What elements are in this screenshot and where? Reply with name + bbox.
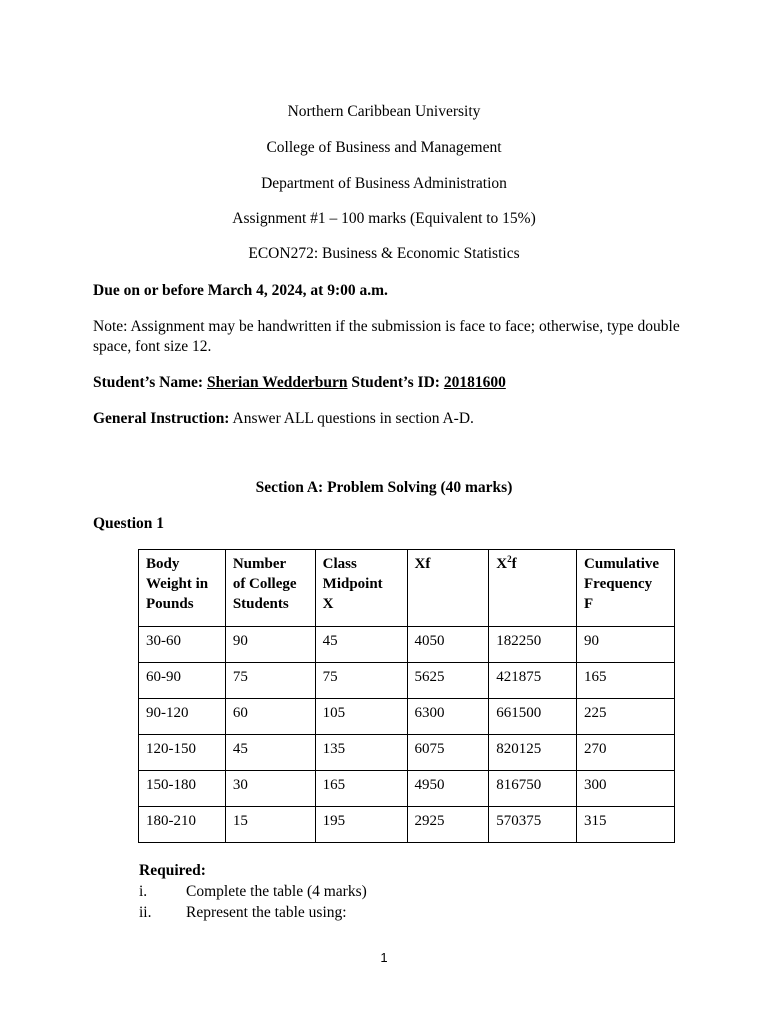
- header-class-midpoint: Class Midpoint X: [315, 550, 407, 627]
- table-row: [139, 735, 675, 771]
- table-row: [139, 699, 675, 735]
- table-cell: 150-180: [139, 771, 226, 807]
- table-cell: 90-120: [139, 699, 226, 735]
- table-cell: 5625: [407, 663, 489, 699]
- table-cell: 165: [577, 663, 675, 699]
- table-header-row: [139, 550, 675, 627]
- table-cell: 661500: [489, 699, 577, 735]
- table-cell: 45: [225, 735, 315, 771]
- required-item: [139, 883, 639, 901]
- table-cell: 75: [225, 663, 315, 699]
- submission-note: Note: Assignment may be handwritten if the submission is face to face; otherwise, type double space, font size 12.: [93, 318, 680, 355]
- student-info: [93, 373, 713, 393]
- instruction-text: Answer ALL questions in section A-D.: [232, 410, 474, 427]
- frequency-table: [138, 549, 675, 843]
- table-row: [139, 807, 675, 843]
- table-cell: 820125: [489, 735, 577, 771]
- section-title: Section A: Problem Solving (40 marks): [255, 479, 513, 496]
- table-cell: 4950: [407, 771, 489, 807]
- table-cell: 90: [577, 627, 675, 663]
- table-cell: 75: [315, 663, 407, 699]
- table-row: [139, 627, 675, 663]
- table-cell: 6300: [407, 699, 489, 735]
- table-cell: 6075: [407, 735, 489, 771]
- table-cell: 105: [315, 699, 407, 735]
- table-cell: 30: [225, 771, 315, 807]
- student-id: 20181600: [443, 374, 506, 391]
- required-item-text: Complete the table (4 marks): [186, 883, 367, 900]
- page-number: 1: [380, 950, 388, 965]
- instruction-label: General Instruction:: [93, 410, 230, 427]
- student-id-label: Student’s ID:: [351, 374, 440, 391]
- table-cell: 816750: [489, 771, 577, 807]
- student-name: Sherian Wedderburn: [206, 374, 348, 391]
- table-cell: 165: [315, 771, 407, 807]
- table-cell: 45: [315, 627, 407, 663]
- student-name-label: Student’s Name:: [93, 374, 204, 391]
- general-instruction: [93, 409, 683, 429]
- required-item-number: ii.: [139, 904, 152, 921]
- due-date: Due on or before March 4, 2024, at 9:00 a.m.: [93, 282, 388, 299]
- table-cell: 30-60: [139, 627, 226, 663]
- table-cell: 300: [577, 771, 675, 807]
- table-cell: 4050: [407, 627, 489, 663]
- table-cell: 2925: [407, 807, 489, 843]
- table-cell: 421875: [489, 663, 577, 699]
- assignment-title: Assignment #1 – 100 marks (Equivalent to 15%): [232, 210, 536, 227]
- table-cell: 315: [577, 807, 675, 843]
- college-name: College of Business and Management: [266, 139, 502, 156]
- table-row: [139, 771, 675, 807]
- table-cell: 270: [577, 735, 675, 771]
- table-cell: 182250: [489, 627, 577, 663]
- header-number-students: Number of College Students: [225, 550, 315, 627]
- table-cell: 135: [315, 735, 407, 771]
- table-row: [139, 663, 675, 699]
- required-item: [139, 904, 639, 922]
- table-cell: 570375: [489, 807, 577, 843]
- table-cell: 120-150: [139, 735, 226, 771]
- table-cell: 15: [225, 807, 315, 843]
- table-cell: 225: [577, 699, 675, 735]
- course-title: ECON272: Business & Economic Statistics: [248, 245, 520, 262]
- table-cell: 60-90: [139, 663, 226, 699]
- header-x2f: $X^2f$: [489, 550, 577, 627]
- header-xf: Xf: [407, 550, 489, 627]
- table-cell: 195: [315, 807, 407, 843]
- university-name: Northern Caribbean University: [287, 103, 481, 120]
- header-cumulative-frequency: Cumulative Frequency F: [577, 550, 675, 627]
- table-cell: 60: [225, 699, 315, 735]
- department-name: Department of Business Administration: [261, 175, 507, 192]
- question-title: Question 1: [93, 515, 165, 532]
- required-item-text: Represent the table using:: [186, 904, 347, 921]
- table-cell: 90: [225, 627, 315, 663]
- required-item-number: i.: [139, 883, 148, 900]
- header-body-weight: Body Weight in Pounds: [139, 550, 226, 627]
- table-cell: 180-210: [139, 807, 226, 843]
- required-title: Required:: [139, 862, 206, 879]
